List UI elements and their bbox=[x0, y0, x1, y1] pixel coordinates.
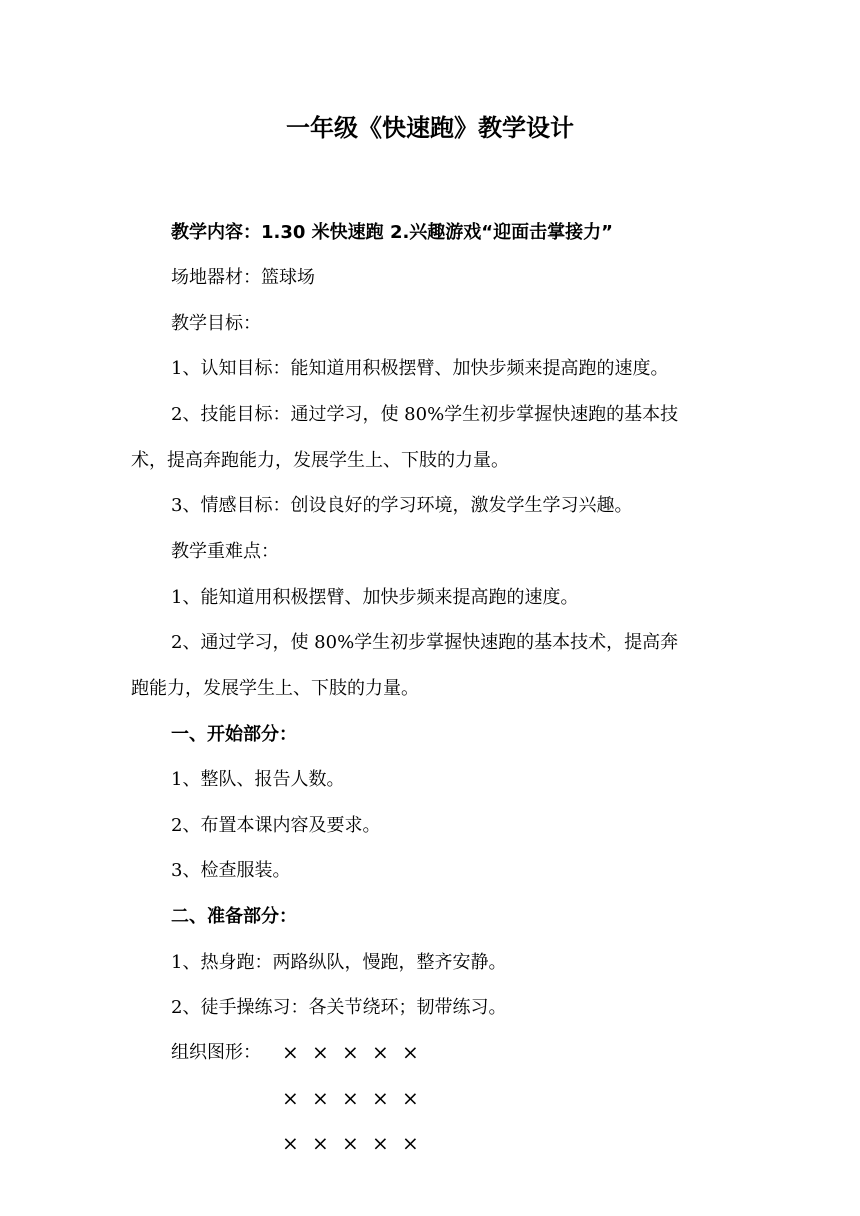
formation-mark: × bbox=[282, 1040, 301, 1064]
goal-1: 1、认知目标：能知道用积极摆臂、加快步频来提高跑的速度。 bbox=[171, 358, 669, 379]
formation-mark: × bbox=[282, 1131, 301, 1155]
formation-row-3 bbox=[282, 1132, 432, 1154]
formation-mark: × bbox=[342, 1040, 361, 1064]
keypoints-heading: 教学重难点： bbox=[171, 541, 279, 562]
formation-mark: × bbox=[312, 1040, 331, 1064]
formation-row-2 bbox=[282, 1087, 432, 1109]
part1-heading: 一、开始部分： bbox=[171, 724, 297, 745]
teaching-content-line: 教学内容：1.30 米快速跑 2.兴趣游戏“迎面击掌接力” bbox=[171, 222, 613, 243]
formation-mark: × bbox=[312, 1131, 331, 1155]
part1-item-3: 3、检查服装。 bbox=[171, 860, 291, 881]
part1-item-1: 1、整队、报告人数。 bbox=[171, 769, 345, 790]
formation-mark: × bbox=[372, 1040, 391, 1064]
formation-mark: × bbox=[342, 1131, 361, 1155]
part2-item-2: 2、徒手操练习：各关节绕环；韧带练习。 bbox=[171, 997, 507, 1018]
venue-line: 场地器材：篮球场 bbox=[171, 267, 315, 288]
formation-mark: × bbox=[372, 1131, 391, 1155]
formation-mark: × bbox=[402, 1131, 421, 1155]
part1-item-2: 2、布置本课内容及要求。 bbox=[171, 815, 381, 836]
formation-mark: × bbox=[312, 1086, 331, 1110]
formation-mark: × bbox=[282, 1086, 301, 1110]
keypoint-1: 1、能知道用积极摆臂、加快步频来提高跑的速度。 bbox=[171, 587, 579, 608]
formation-label: 组织图形： bbox=[171, 1042, 261, 1063]
goal-3: 3、情感目标：创设良好的学习环境，激发学生学习兴趣。 bbox=[171, 495, 633, 516]
formation-row-1 bbox=[282, 1041, 432, 1063]
part2-heading: 二、准备部分： bbox=[171, 906, 297, 927]
goal-2-line-2: 术，提高奔跑能力，发展学生上、下肢的力量。 bbox=[131, 450, 509, 471]
page-title: 一年级《快速跑》教学设计 bbox=[286, 114, 574, 142]
keypoint-2-line-2: 跑能力，发展学生上、下肢的力量。 bbox=[131, 678, 419, 699]
formation-mark: × bbox=[402, 1086, 421, 1110]
formation-mark: × bbox=[342, 1086, 361, 1110]
part2-item-1: 1、热身跑：两路纵队，慢跑，整齐安静。 bbox=[171, 952, 507, 973]
keypoint-2-line-1: 2、通过学习，使 80%学生初步掌握快速跑的基本技术，提高奔 bbox=[171, 632, 679, 653]
goal-2-line-1: 2、技能目标：通过学习，使 80%学生初步掌握快速跑的基本技 bbox=[171, 404, 679, 425]
goals-heading: 教学目标： bbox=[171, 313, 261, 334]
formation-mark: × bbox=[402, 1040, 421, 1064]
formation-mark: × bbox=[372, 1086, 391, 1110]
